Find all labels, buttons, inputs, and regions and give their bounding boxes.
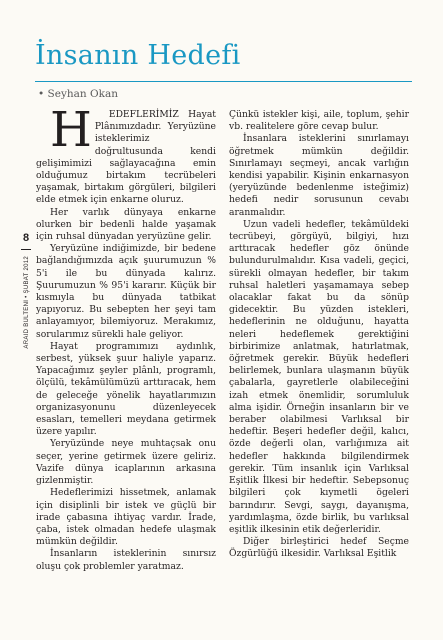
- page-number: 8: [22, 232, 30, 244]
- drop-cap: H: [50, 102, 92, 158]
- intro-paragraph: [36, 102, 216, 207]
- article-author: • Seyhan Okan: [38, 88, 118, 100]
- paragraph: Hayat programımızı aydınlık, serbest, yüksek şuur haliyle yaparız. Yapacağımız şeyler plânlı, programlı, ölçülü, tekâmülümüzü arttıracak, hem de geleceğe yönelik hayatlarımızın organizasyonunu düzenleyecek esasları, temelleri meydana getirmek üzere yapılır.: [36, 340, 216, 438]
- page-number-rule: [21, 249, 31, 250]
- page-sidebar: [20, 232, 32, 602]
- paragraph-continued: Çünkü istekler kişi, aile, toplum, şehir vb. realitelere göre cevap bulur.: [229, 109, 409, 133]
- paragraph: Uzun vadeli hedefler, tekâmüldeki tecrübeyi, görgüyü, bilgiyi, hızı arttıracak hedefler göz önünde bulundurulmalıdır. Kısa vadeli, geçici, sürekli olmayan hedefler, bir takım ruhsal haletleri yaşamamaya sebep olacaklar fakat bu da sönüp gidecektir. Bu yüzden istekleri, hedeflerinin ne olduğunu, hayatta neleri hedeflemek gerektiğini birbirimize anlatmak, hatırlatmak, öğretmek gerekir. Büyük hedefleri belirlemek, bunlara ulaşmanın büyük çabalarla, gayretlerle olabileceğini izah etmek önemlidir, sorumluluk alma işidir. Örneğin insanların bir ve beraber olabilmesi Varlıksal bir hedeftir. Beşeri hedefler değil, kalıcı, özde değerli olan, varlığımıza ait hedefler hakkında bilgilendirmek gerekir. Tüm insanlık için Varlıksal Eşitlik İlkesi bir hedeftir. Sebepsonuç bilgileri çok kıymetli ögeleri barındırır. Sevgi, saygı, dayanışma, yardımlaşma, özde birlik, bu varlıksal eşitlik ilkesinin etik değerleridir.: [229, 218, 409, 535]
- journal-name: ARAID BÜLTENİ • ŞUBAT 2012: [24, 256, 30, 349]
- article-title: İnsanın Hedefi: [35, 40, 241, 71]
- paragraph: İnsanların isteklerinin sınırsız oluşu çok problemler yaratmaz.: [36, 548, 216, 572]
- left-column: [36, 102, 216, 573]
- paragraph: İnsanlara isteklerini sınırlamayı öğretmek mümkün değildir. Sınırlamayı seçmeyi, ancak varlığın kendisi yapabilir. Kişinin enkarnasyon (yeryüzünde bedenlenme isteğimiz) hedefi nedir sorusunun cevabı aranmalıdır.: [229, 133, 409, 218]
- paragraph: Yeryüzüne indiğimizde, bir bedene bağlandığımızda açık şuurumuzun % 5'i ile bu dünyada kalırız. Şuurumuzun % 95'i kararır. Küçük bir kısmıyla bu dünyada tatbikat yapıyoruz. Bu sebepten her şeyi tam anlayamıyor, bilemiyoruz. Merakımız, sorularımız sürekli hale geliyor.: [36, 243, 216, 340]
- title-underline: [35, 81, 412, 82]
- intro-text: EDEFLERİMİZ Hayat Plânımızdadır. Yeryüzüne isteklerimiz doğrultusunda kendi gelişimimizi sağlayacağına emin olduğumuz birtakım tecrübeleri yaşamak, birtakım görgüleri, bilgileri elde etmek için enkarne oluruz.: [36, 109, 216, 206]
- right-column: [229, 109, 409, 561]
- paragraph: Her varlık dünyaya enkarne olurken bir bedenli halde yaşamak için ruhsal dünyadan yeryüzüne gelir.: [36, 206, 216, 243]
- paragraph: Diğer birleştirici hedef Seçme Özgürlüğü ilkesidir. Varlıksal Eşitlik: [229, 536, 409, 560]
- paragraph: Yeryüzünde neye muhtaçsak onu seçer, yerine getirmek üzere geliriz. Vazife dünya icaplarının arkasına gizlenmiştir.: [36, 438, 216, 487]
- paragraph: Hedeflerimizi hissetmek, anlamak için disiplinli bir istek ve güçlü bir irade çabasına ihtiyaç vardır. İrade, çaba, istek olmadan hedefe ulaşmak mümkün değildir.: [36, 487, 216, 548]
